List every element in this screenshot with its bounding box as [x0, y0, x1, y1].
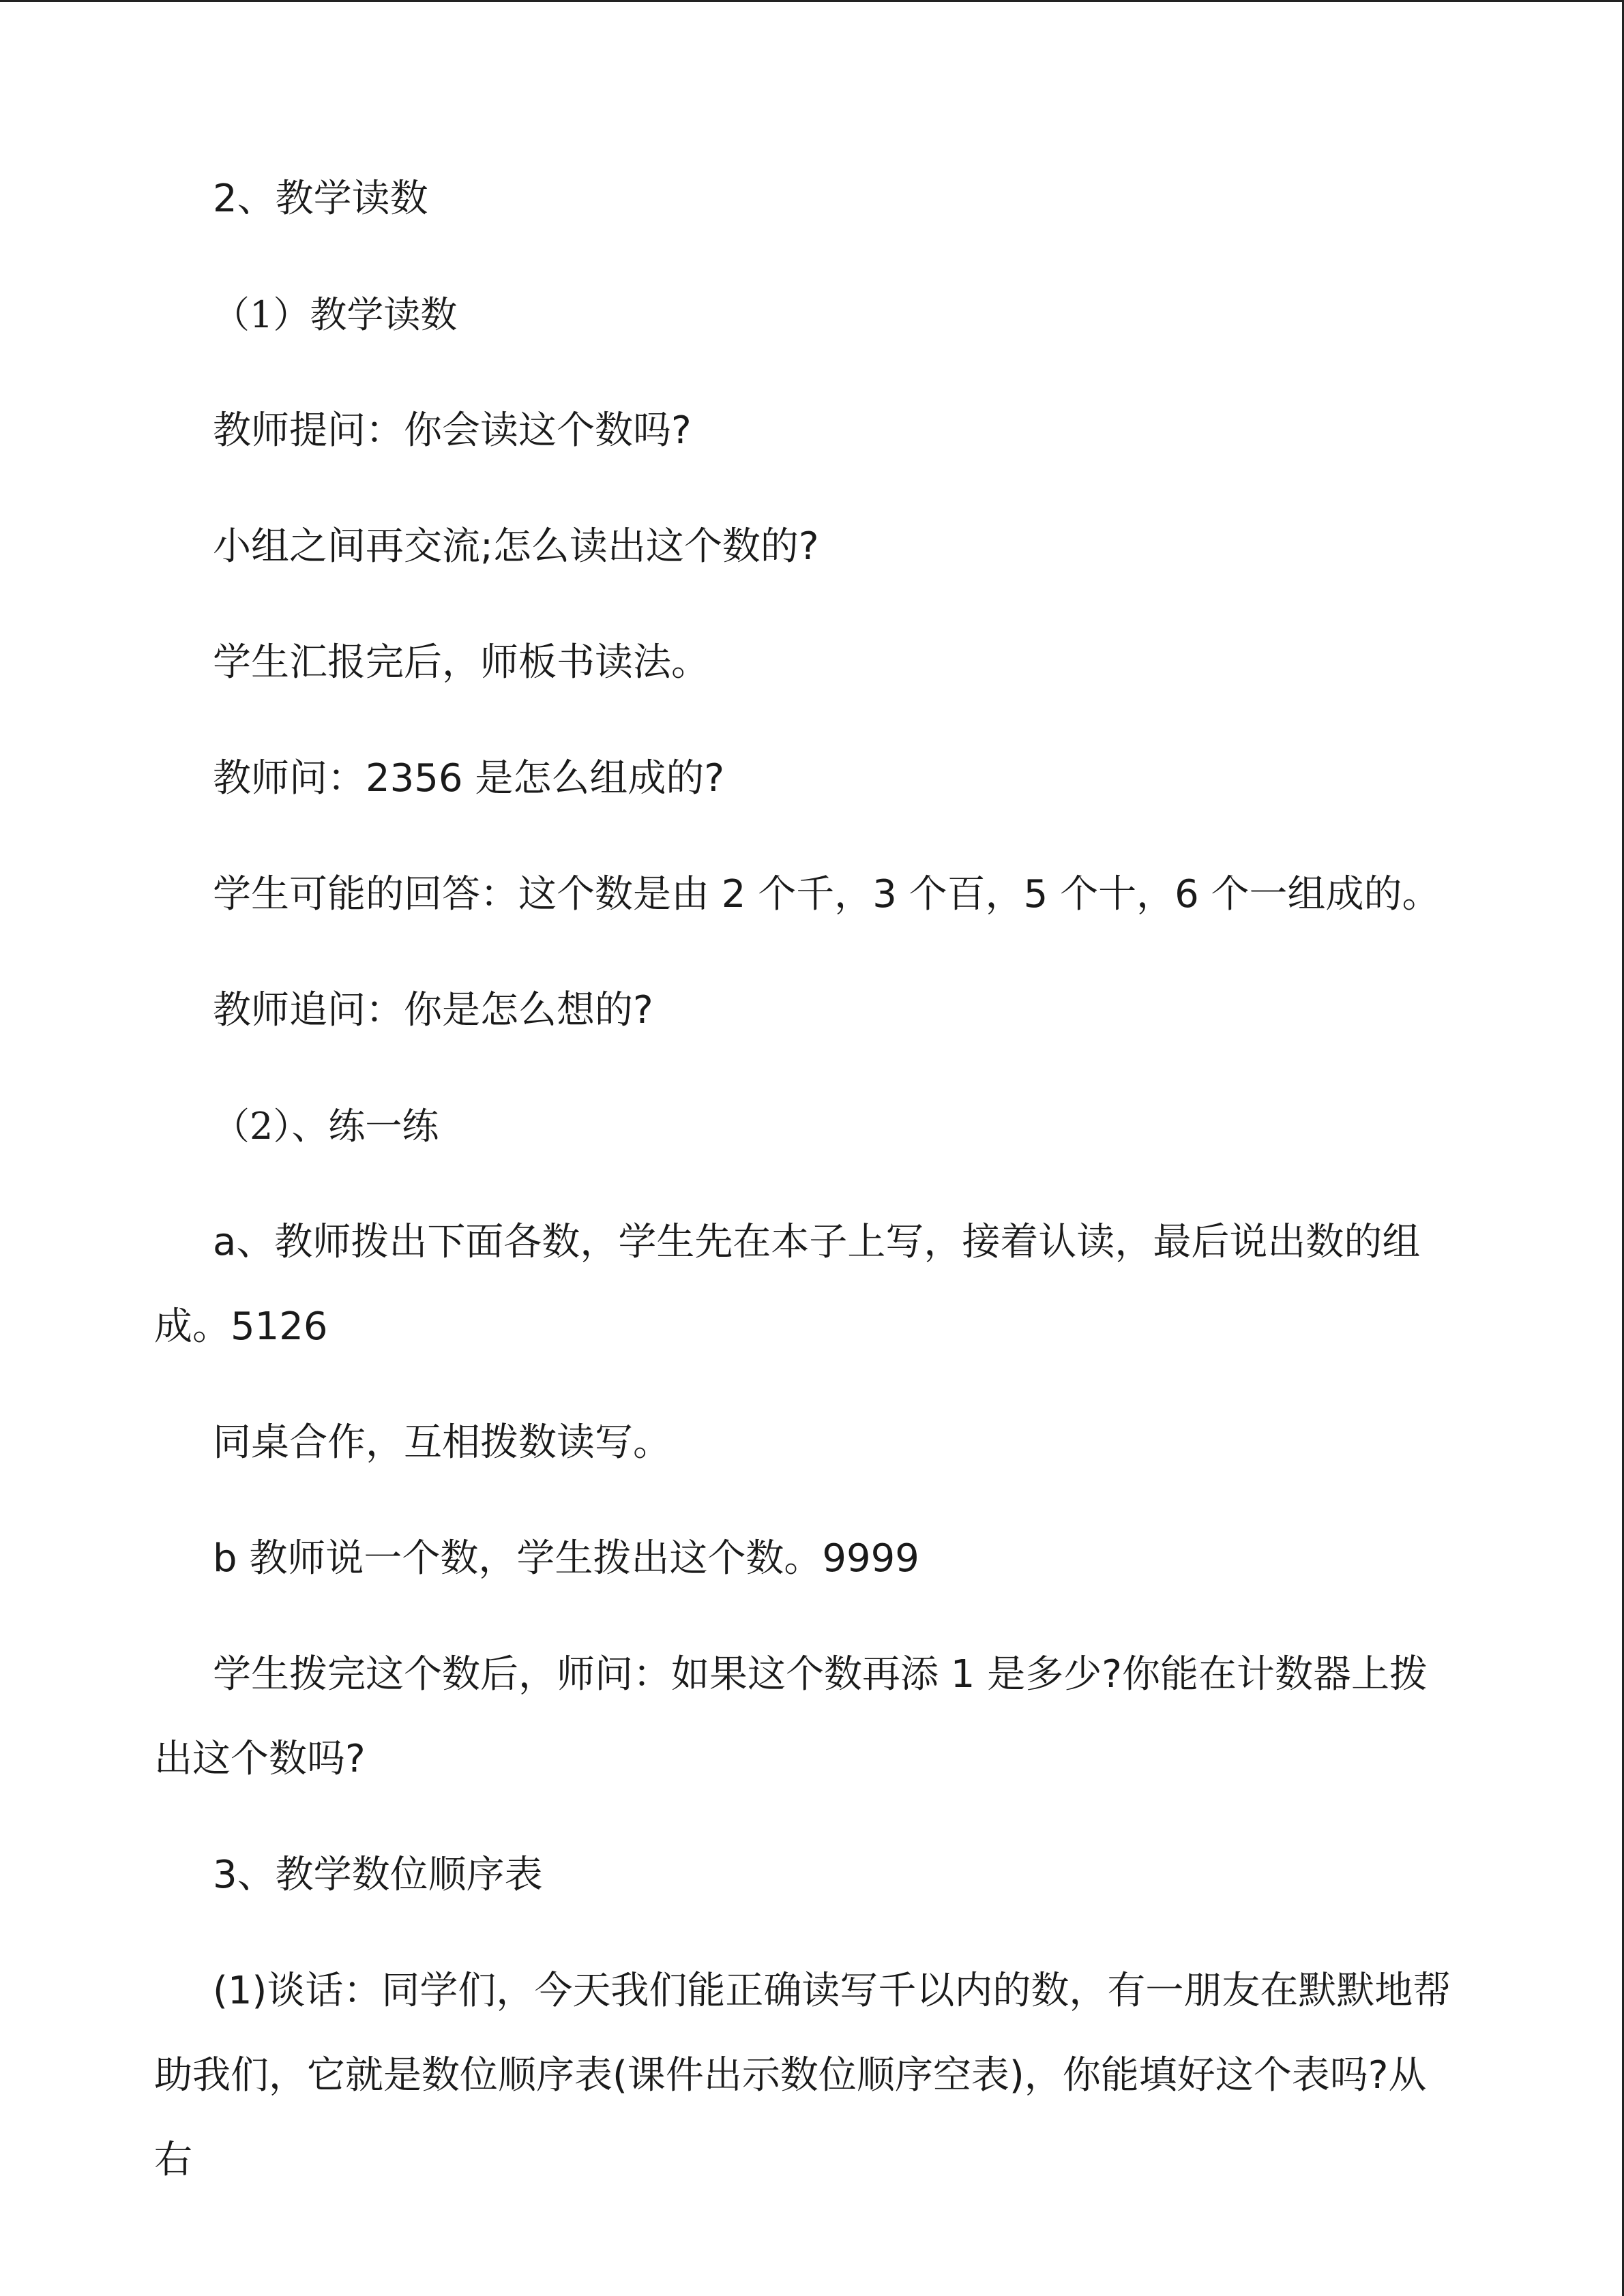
paragraph-teacher-follow-up: 教师追问：你是怎么想的?	[213, 988, 653, 1032]
paragraph-practice-b: b 教师说一个数，学生拨出这个数。9999	[213, 1536, 919, 1581]
paragraph-group-discussion: 小组之间再交流;怎么读出这个数的?	[213, 524, 819, 569]
section-heading-place-value-table: 3、教学数位顺序表	[213, 1853, 543, 1897]
paragraph-student-answer: 学生可能的回答：这个数是由 2 个千，3 个百，5 个十，6 个一组成的。	[213, 872, 1441, 916]
paragraph-add-one: 学生拨完这个数后，师问：如果这个数再添 1 是多少?你能在计数器上拨出这个数吗?	[154, 1652, 1428, 1781]
page-top-border	[0, 0, 1624, 2]
paragraph-teacher-question: 教师提问：你会读这个数吗?	[213, 408, 692, 453]
paragraph-place-value-talk: (1)谈话：同学们，今天我们能正确读写千以内的数，有一朋友在默默地帮助我们，它就是数位顺序表(课件出示数位顺序空表)，你能填好这个表吗?从右	[154, 1969, 1451, 2182]
section-heading-reading: 2、教学读数	[213, 177, 428, 221]
paragraph-practice-a: a、教师拨出下面各数，学生先在本子上写，接着认读，最后说出数的组成。5126	[154, 1220, 1421, 1349]
subsection-heading-reading: （1）教学读数	[213, 293, 458, 336]
paragraph-teacher-asks-composition: 教师问：2356 是怎么组成的?	[213, 756, 725, 801]
paragraph-pair-work: 同桌合作，互相拨数读写。	[213, 1420, 671, 1465]
subsection-heading-practice: （2）、练一练	[213, 1105, 439, 1148]
document-body	[154, 157, 1464, 2234]
paragraph-student-report: 学生汇报完后，师板书读法。	[213, 640, 709, 685]
